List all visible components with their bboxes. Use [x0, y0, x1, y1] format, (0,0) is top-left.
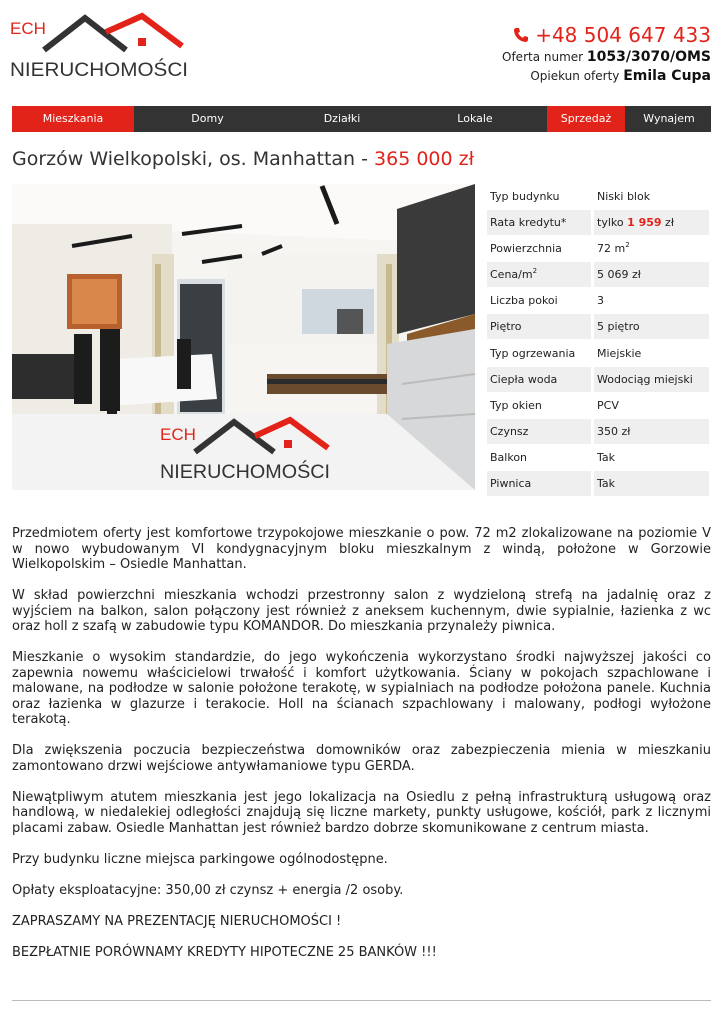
spec-label: Piętro: [487, 314, 591, 340]
nav-item-dzialki[interactable]: Działki: [323, 112, 361, 125]
spec-value: [594, 210, 709, 236]
contact-block: [502, 22, 711, 86]
description-paragraph: ZAPRASZAMY NA PREZENTACJĘ NIERUCHOMOŚCI !: [12, 914, 342, 930]
spec-row: [487, 184, 709, 210]
spec-row: [487, 262, 709, 288]
spec-value: Tak: [594, 445, 709, 471]
spec-label: Balkon: [487, 445, 591, 471]
agent-line: [502, 67, 711, 86]
spec-value: PCV: [594, 393, 709, 419]
spec-value: 3: [594, 288, 709, 314]
spec-value: Tak: [594, 471, 709, 497]
listing-title: [12, 146, 474, 172]
spec-row: [487, 210, 709, 236]
listing-description: [12, 526, 711, 961]
spec-value: [594, 236, 709, 262]
description-paragraph: BEZPŁATNIE PORÓWNAMY KREDYTY HIPOTECZNE 25 BANKÓW !!!: [12, 945, 437, 961]
spec-row: [487, 288, 709, 314]
logo-roof-dark-icon: [44, 18, 126, 50]
logo-name: NIERUCHOMOŚCI: [10, 60, 174, 81]
spec-value: 5 piętro: [594, 314, 709, 340]
nav-item-lokale[interactable]: Lokale: [457, 112, 493, 125]
description-paragraph: Przedmiotem oferty jest komfortowe trzypokojowe mieszkanie o pow. 72 m2 zlokalizowane na poziomie V w nowo wybudowanym VI kondygnacyjnym bloku mieszkalnym z windą, położone w Gorzowie Wielkopolskim – Osiedle Manhattan.: [12, 526, 711, 572]
spec-label: Typ ogrzewania: [487, 341, 591, 367]
nav-item-sprzedaz[interactable]: Sprzedaż: [547, 106, 625, 132]
spec-value-pre: tylko: [597, 216, 628, 230]
logo-prefix: ECH: [10, 19, 46, 38]
spec-label: Rata kredytu*: [487, 210, 591, 236]
spec-value: Niski blok: [594, 184, 709, 210]
spec-value: Miejskie: [594, 341, 709, 367]
description-paragraph: Dla zwiększenia poczucia bezpieczeństwa domowników oraz zabezpieczenia mienia w mieszkaniu zamontowano drzwi wejściowe antywłamaniowe typu GERDA.: [12, 743, 711, 774]
spec-label: [487, 262, 591, 288]
nav-item-domy[interactable]: Domy: [191, 112, 224, 125]
spec-label: Ciepła woda: [487, 367, 591, 393]
spec-row: [487, 445, 709, 471]
company-logo[interactable]: [10, 10, 190, 82]
offer-number-label: Oferta numer: [502, 50, 584, 64]
description-paragraph: W skład powierzchni mieszkania wchodzi przestronny salon z wydzieloną strefą na jadalnię oraz z wyjściem na balkon, salon połączony jest również z aneksem kuchennym, dwie sypialnie, łazienka z wc oraz holl z szafą w zabudowie typu KOMANDOR. Do mieszkania przynależy piwnica.: [12, 588, 711, 635]
spec-label: Piwnica: [487, 471, 591, 497]
nav-item-wynajem[interactable]: Wynajem: [643, 112, 695, 125]
spec-row: [487, 367, 709, 393]
spec-value-sup: 2: [625, 240, 630, 249]
agent-name: Emila Cupa: [623, 68, 711, 84]
listing-photo[interactable]: [12, 184, 475, 490]
logo-window-icon: [138, 38, 146, 46]
footer-divider: [12, 1000, 711, 1001]
spec-row: [487, 419, 709, 445]
spec-row: [487, 341, 709, 367]
nav-item-mieszkania[interactable]: Mieszkania: [12, 106, 134, 132]
spec-label: Powierzchnia: [487, 236, 591, 262]
description-paragraph: Opłaty eksploatacyjne: 350,00 zł czynsz + energia /2 osoby.: [12, 883, 404, 899]
watermark-name: NIERUCHOMOŚCI: [160, 462, 324, 483]
spec-label: Liczba pokoi: [487, 288, 591, 314]
phone-number: +48 504 647 433: [535, 23, 711, 47]
offer-number-line: [502, 48, 711, 67]
spec-value: 5 069 zł: [594, 262, 709, 288]
agent-label: Opiekun oferty: [530, 69, 620, 83]
interior-photo-illustration: [12, 184, 475, 490]
phone-link[interactable]: [502, 22, 711, 48]
property-specs-table: [487, 184, 709, 497]
spec-row: [487, 393, 709, 419]
spec-label-sup: 2: [532, 266, 538, 275]
description-paragraph: Mieszkanie o wysokim standardzie, do jego wykończenia wykorzystano środki najwyższej jakości co zapewnia nowemu właścicielowi trwałość i komfort użytkowania. Ściany w pokojach szpachlowane i malowane, na podłodze w salonie położone terakotę, w sypialniach na podłodze położona panele. Kuchnia oraz łazienka w glazurze i terakocie. Holl na ścianach szpachlowany i malowany, podłogi wyłożone terakotą.: [12, 650, 711, 728]
spec-row: [487, 236, 709, 262]
spec-value: 350 zł: [594, 419, 709, 445]
offer-number: 1053/3070/OMS: [586, 49, 711, 65]
listing-location: Gorzów Wielkopolski, os. Manhattan -: [12, 148, 375, 170]
spec-label-text: Cena/m: [490, 268, 533, 282]
phone-icon: [513, 27, 529, 43]
spec-row: [487, 314, 709, 340]
main-nav: [12, 106, 711, 132]
description-paragraph: Niewątpliwym atutem mieszkania jest jego lokalizacja na Osiedlu z pełną infrastrukturą usługową oraz handlową, w niedalekiej odległości znajdują się liczne markety, punkty usługowe, kościół, park z licznymi placami zabaw. Osiedle Manhattan jest również bardzo dobrze skomunikowane z centrum miasta.: [12, 789, 711, 836]
spec-value-text: 72 m: [597, 242, 626, 256]
loan-rate-highlight: 1 959: [627, 216, 662, 230]
listing-price: 365 000 zł: [374, 148, 474, 170]
watermark-prefix: ECH: [160, 425, 196, 444]
spec-value: Wodociąg miejski: [594, 367, 709, 393]
spec-label: Czynsz: [487, 419, 591, 445]
spec-row: [487, 471, 709, 497]
description-paragraph: Przy budynku liczne miejsca parkingowe ogólnodostępne.: [12, 851, 388, 867]
spec-label: Typ okien: [487, 393, 591, 419]
spec-label: Typ budynku: [487, 184, 591, 210]
spec-value-post: zł: [661, 216, 674, 230]
